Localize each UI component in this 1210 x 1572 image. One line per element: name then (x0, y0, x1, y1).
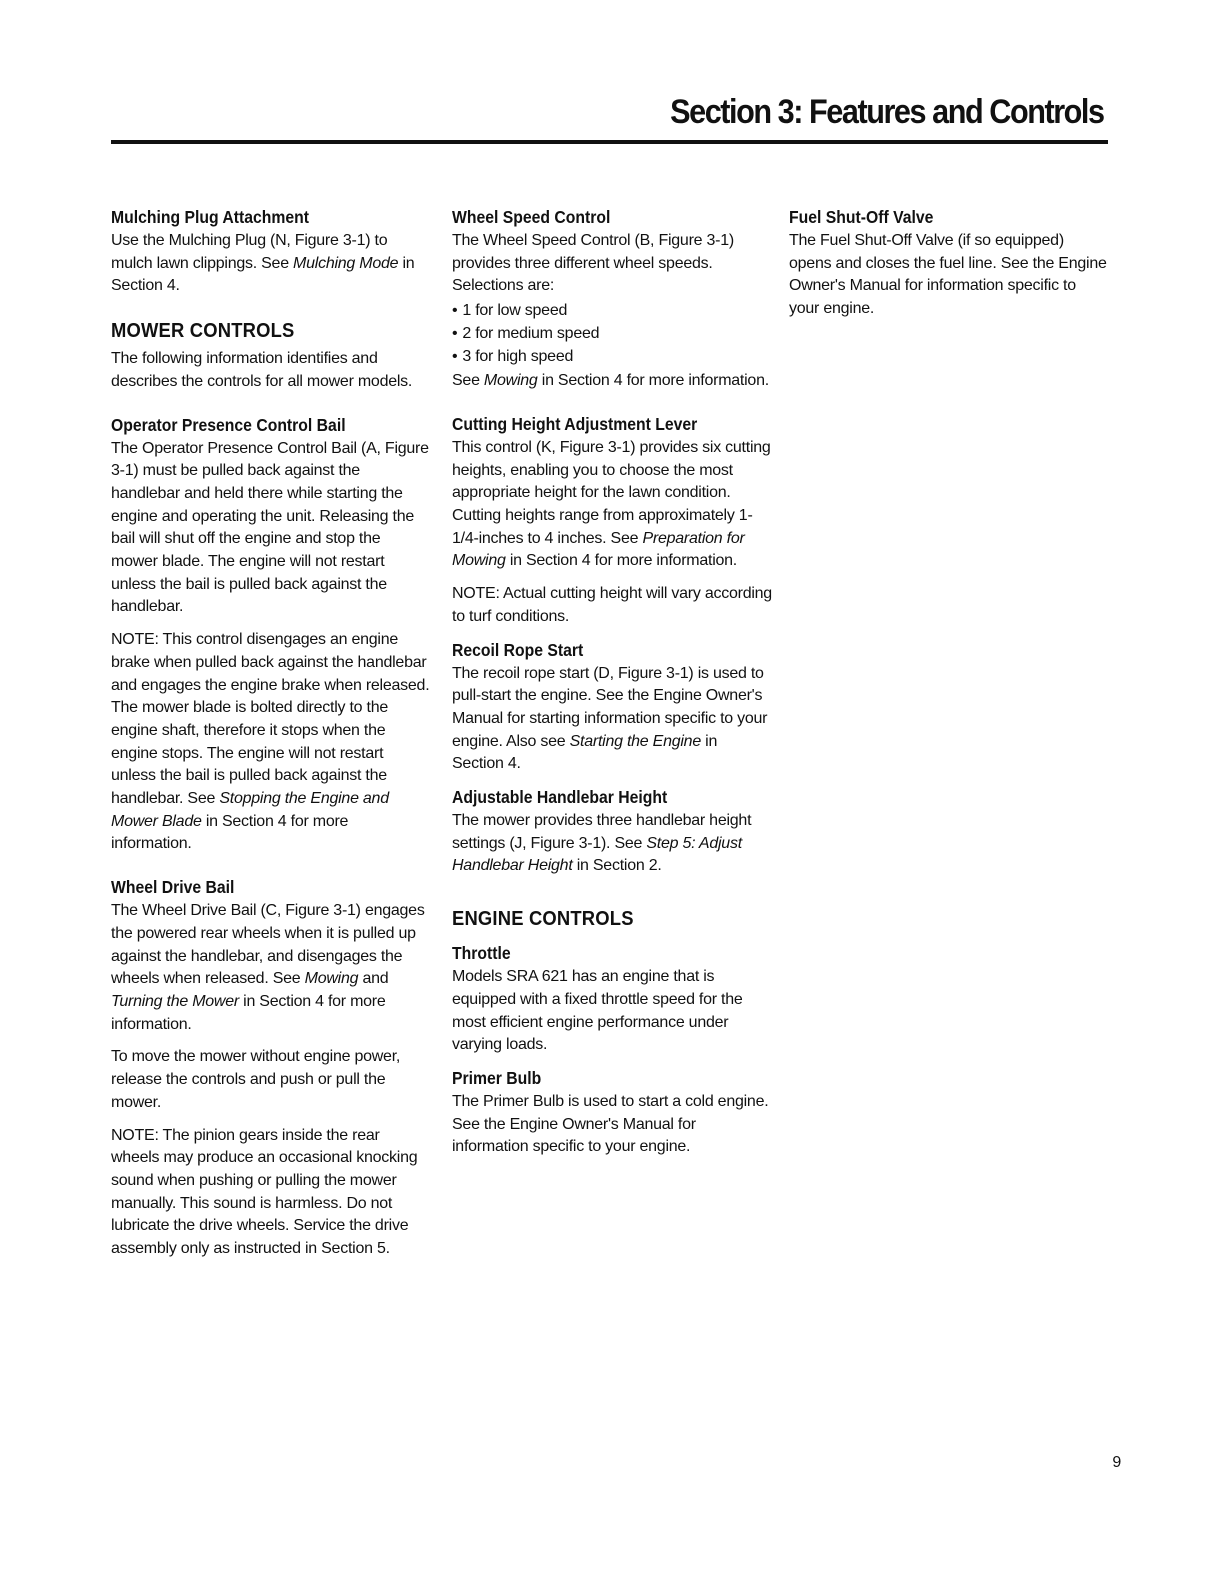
heading-primer-bulb: Primer Bulb (452, 1067, 542, 1088)
reference-mulching-mode: Mulching Mode (293, 254, 399, 272)
section-mower-controls (111, 318, 431, 393)
heading-mulching-plug: Mulching Plug Attachment (111, 207, 310, 227)
heading-mower-controls: MOWER CONTROLS (111, 320, 295, 343)
text-fragment: Use the Mulching Plug (N, Figure 3-1) to mulch lawn clippings. See (111, 232, 388, 272)
heading-wheel-speed: Wheel Speed Control (452, 207, 611, 227)
section-recoil-rope (452, 639, 772, 777)
text-fragment: The mower provides three handlebar height settings (J, Figure 3-1). See (452, 812, 752, 852)
reference-stopping-engine: Stopping the Engine and Mower Blade (111, 790, 389, 830)
text-fragment: in Section 4 for more information. (537, 372, 769, 390)
text-recoil-rope (452, 663, 772, 777)
header-rule (111, 140, 1108, 144)
text-wheel-speed-see (452, 370, 772, 393)
section-opc-bail (111, 414, 431, 857)
heading-handlebar-height: Adjustable Handlebar Height (452, 787, 668, 808)
heading-engine-controls: ENGINE CONTROLS (452, 908, 634, 931)
heading-opc-bail: Operator Presence Control Bail (111, 414, 346, 435)
speed-list (452, 300, 772, 368)
note-cutting-height: NOTE: Actual cutting height will vary according to turf conditions. (452, 585, 772, 625)
text-wheel-drive-bail (111, 900, 431, 1036)
section-wheel-speed (452, 206, 772, 393)
text-fragment: in Section 4 for more information. (111, 992, 386, 1033)
heading-fuel-valve: Fuel Shut-Off Valve (789, 207, 934, 227)
text-fragment: NOTE: This control disengages an engine brake when pulled back against the handlebar and engages the engine brake when released. The mower blade is bolted directly to the engine shaft, therefore it stops when the engine stops. The engine will not restart unless the bail is pulled back against the handlebar. See (111, 631, 430, 808)
reference-mowing: Mowing (483, 372, 538, 390)
section-throttle (452, 942, 772, 1057)
text-fragment: The recoil rope start (D, Figure 3-1) is used to pull-start the engine. See the Engine Owner's Manual for starting information specific to your engine. Also see (452, 664, 768, 750)
heading-cutting-height: Cutting Height Adjustment Lever (452, 413, 698, 434)
reference-mowing: Mowing (304, 970, 359, 988)
page-number: 9 (1112, 1454, 1121, 1471)
text-move-without-power: To move the mower without engine power, release the controls and push or pull the mower. (111, 1048, 401, 1111)
section-primer-bulb (452, 1067, 772, 1159)
text-fragment: in Section 4. (452, 732, 718, 773)
reference-starting-engine: Starting the Engine (569, 732, 701, 750)
section-mulching-plug (111, 206, 431, 298)
text-mower-controls: The following information identifies and describes the controls for all mower models. (111, 350, 413, 390)
list-item: • 1 for low speed (452, 300, 772, 323)
section-handlebar-height (452, 786, 772, 878)
text-primer-bulb: The Primer Bulb is used to start a cold engine. See the Engine Owner's Manual for information specific to your engine. (452, 1092, 769, 1156)
section-cutting-height (452, 413, 772, 629)
section-engine-controls (452, 906, 772, 932)
text-fragment: in Section 4 for more information. (111, 812, 349, 853)
reference-preparation-mowing: Preparation for Mowing (452, 529, 745, 570)
text-mulching-plug (111, 230, 431, 298)
text-fuel-valve: The Fuel Shut-Off Valve (if so equipped) opens and closes the fuel line. See the Engine Owner's Manual for information specific to your engine. (789, 232, 1107, 318)
reference-adjust-handlebar: Step 5: Adjust Handlebar Height (452, 834, 742, 875)
text-opc-bail: The Operator Presence Control Bail (A, Figure 3-1) must be pulled back against the handlebar and held there while starting the engine and operating the unit. Releasing the bail will shut off the engine and stop the mower blade. The engine will not restart unless the bail is pulled back against the handlebar. (111, 439, 429, 616)
heading-throttle: Throttle (452, 943, 511, 964)
page-title: Section 3: Features and Controls (670, 93, 1104, 131)
note-opc-bail (111, 629, 431, 856)
text-fragment: See (452, 372, 484, 390)
note-pinion-gears: NOTE: The pinion gears inside the rear wheels may produce an occasional knocking sound when pushing or pulling the mower manually. This sound is harmless. Do not lubricate the drive wheels. Service the drive assembly only as instructed in Section 5. (111, 1126, 418, 1258)
text-fragment: in Section 4 for more information. (505, 552, 737, 570)
section-fuel-valve (789, 206, 1109, 321)
text-wheel-speed: The Wheel Speed Control (B, Figure 3-1) provides three different wheel speeds. Selections are: (452, 232, 734, 295)
column-right (789, 206, 1109, 331)
text-cutting-height (452, 437, 772, 573)
text-fragment: The Wheel Drive Bail (C, Figure 3-1) engages the powered rear wheels when it is pulled up against the handlebar, and disengages the wheels when released. See (111, 902, 425, 988)
reference-turning-mower: Turning the Mower (111, 992, 239, 1010)
text-fragment: This control (K, Figure 3-1) provides six cutting heights, enabling you to choose the most appropriate height for the lawn condition. Cutting heights range from approximately 1-1/4-inches to 4 inches. See (452, 438, 771, 547)
text-handlebar-height (452, 810, 772, 878)
text-throttle: Models SRA 621 has an engine that is equipped with a fixed throttle speed for the most efficient engine performance under varying loads. (452, 968, 743, 1054)
text-fragment: and (358, 970, 389, 988)
heading-recoil-rope: Recoil Rope Start (452, 639, 584, 660)
heading-wheel-drive-bail: Wheel Drive Bail (111, 877, 235, 898)
column-left (111, 206, 431, 1271)
column-middle (452, 206, 772, 1169)
list-item: • 3 for high speed (452, 346, 772, 369)
text-fragment: in Section 2. (572, 857, 662, 875)
list-item: • 2 for medium speed (452, 323, 772, 346)
section-wheel-drive-bail (111, 876, 431, 1261)
text-fragment: in Section 4. (111, 254, 415, 295)
